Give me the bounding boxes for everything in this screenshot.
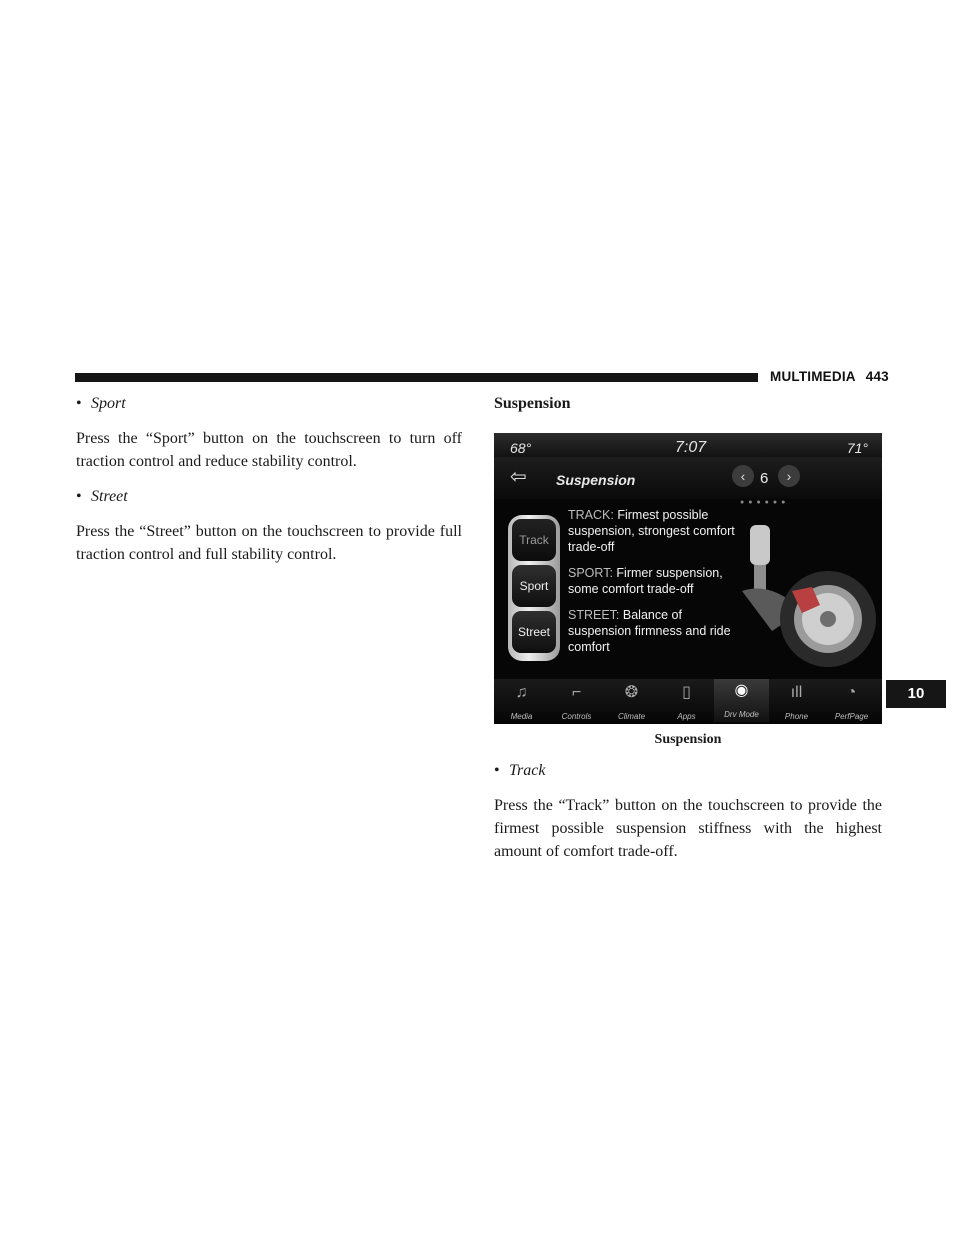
street-mode-button[interactable]: Street xyxy=(512,611,556,653)
dock-drive-mode[interactable] xyxy=(714,679,769,722)
bottom-dock xyxy=(494,679,882,724)
chevron-right-icon[interactable]: › xyxy=(778,465,800,487)
track-mode-button[interactable]: Track xyxy=(512,519,556,561)
header-rule xyxy=(75,373,758,382)
description-key: STREET: xyxy=(568,608,620,622)
dock-label: Apps xyxy=(677,712,696,721)
dock-label: PerfPage xyxy=(834,712,869,721)
dock-phone[interactable] xyxy=(769,681,824,724)
apps-icon: ▯ xyxy=(682,684,691,701)
status-bar xyxy=(494,433,882,457)
dock-media[interactable] xyxy=(494,681,549,724)
section-title: MULTIMEDIA xyxy=(770,369,856,384)
suspension-screen xyxy=(494,433,882,724)
bullet-street xyxy=(76,485,462,508)
dock-perfpage[interactable] xyxy=(824,681,879,724)
dock-label: Drv Mode xyxy=(724,710,759,719)
chapter-tab: 10 xyxy=(886,680,946,708)
description-key: TRACK: xyxy=(568,508,614,522)
dock-apps[interactable] xyxy=(659,681,714,724)
bullet-icon: • xyxy=(76,488,82,505)
screen-page-number: 6 xyxy=(760,470,769,487)
outside-temperature-right: 71° xyxy=(846,440,868,456)
dock-climate[interactable] xyxy=(604,681,659,724)
description-text: Balance of suspension firmness and ride comfort xyxy=(568,608,731,654)
dock-label: Phone xyxy=(784,712,809,721)
seat-icon: ⌐ xyxy=(571,684,582,701)
left-column xyxy=(76,392,462,578)
dock-label: Climate xyxy=(617,712,646,721)
mode-descriptions xyxy=(568,507,748,665)
dock-label: Controls xyxy=(561,712,592,721)
chevron-left-icon[interactable]: ‹ xyxy=(732,465,754,487)
bullet-label: Track xyxy=(509,762,546,779)
section-heading: Suspension xyxy=(494,395,571,412)
back-arrow-icon[interactable]: ⇦ xyxy=(510,466,527,488)
dock-label: Media xyxy=(510,712,533,721)
description-text: Firmer suspension, some comfort trade-off xyxy=(568,566,723,596)
sport-mode-button[interactable]: Sport xyxy=(512,565,556,607)
dock-controls[interactable] xyxy=(549,681,604,724)
bullet-icon: • xyxy=(494,762,500,779)
figure-caption: Suspension xyxy=(654,732,722,747)
signal-bars-icon: ıll xyxy=(790,684,803,701)
clock: 7:07 xyxy=(675,439,707,456)
gauge-icon: ◔ xyxy=(846,684,857,701)
outside-temperature-left: 68° xyxy=(510,440,532,456)
track-description xyxy=(568,507,748,555)
paragraph-street: Press the “Street” button on the touchscreen to provide full traction control and full stability control. xyxy=(76,523,462,563)
bullet-label: Sport xyxy=(91,395,126,412)
suspension-mode-selector xyxy=(508,515,560,661)
page-indicator-dots: ●●●●●● xyxy=(740,499,790,506)
street-description xyxy=(568,607,748,655)
running-header xyxy=(770,369,889,384)
sport-description xyxy=(568,565,748,597)
climate-icon: ❂ xyxy=(624,684,639,701)
music-note-icon: ♫ xyxy=(515,684,528,701)
suspension-wheel-illustration xyxy=(732,521,878,671)
description-key: SPORT: xyxy=(568,566,613,580)
bullet-icon: • xyxy=(76,395,82,412)
screen-titlebar xyxy=(494,457,882,506)
bullet-label: Street xyxy=(91,488,128,505)
right-column xyxy=(494,392,882,875)
bullet-sport xyxy=(76,392,462,415)
steering-wheel-icon: ◉ xyxy=(734,682,749,699)
bullet-track xyxy=(494,759,882,782)
paragraph-track: Press the “Track” button on the touchscreen to provide the firmest possible suspension stiffness with the highest amount of comfort trade-off. xyxy=(494,797,882,860)
page-number: 443 xyxy=(865,369,889,384)
description-text: Firmest possible suspension, strongest comfort trade-off xyxy=(568,508,735,554)
paragraph-sport: Press the “Sport” button on the touchscreen to turn off traction control and reduce stability control. xyxy=(76,430,462,470)
screen-title: Suspension xyxy=(556,472,636,488)
